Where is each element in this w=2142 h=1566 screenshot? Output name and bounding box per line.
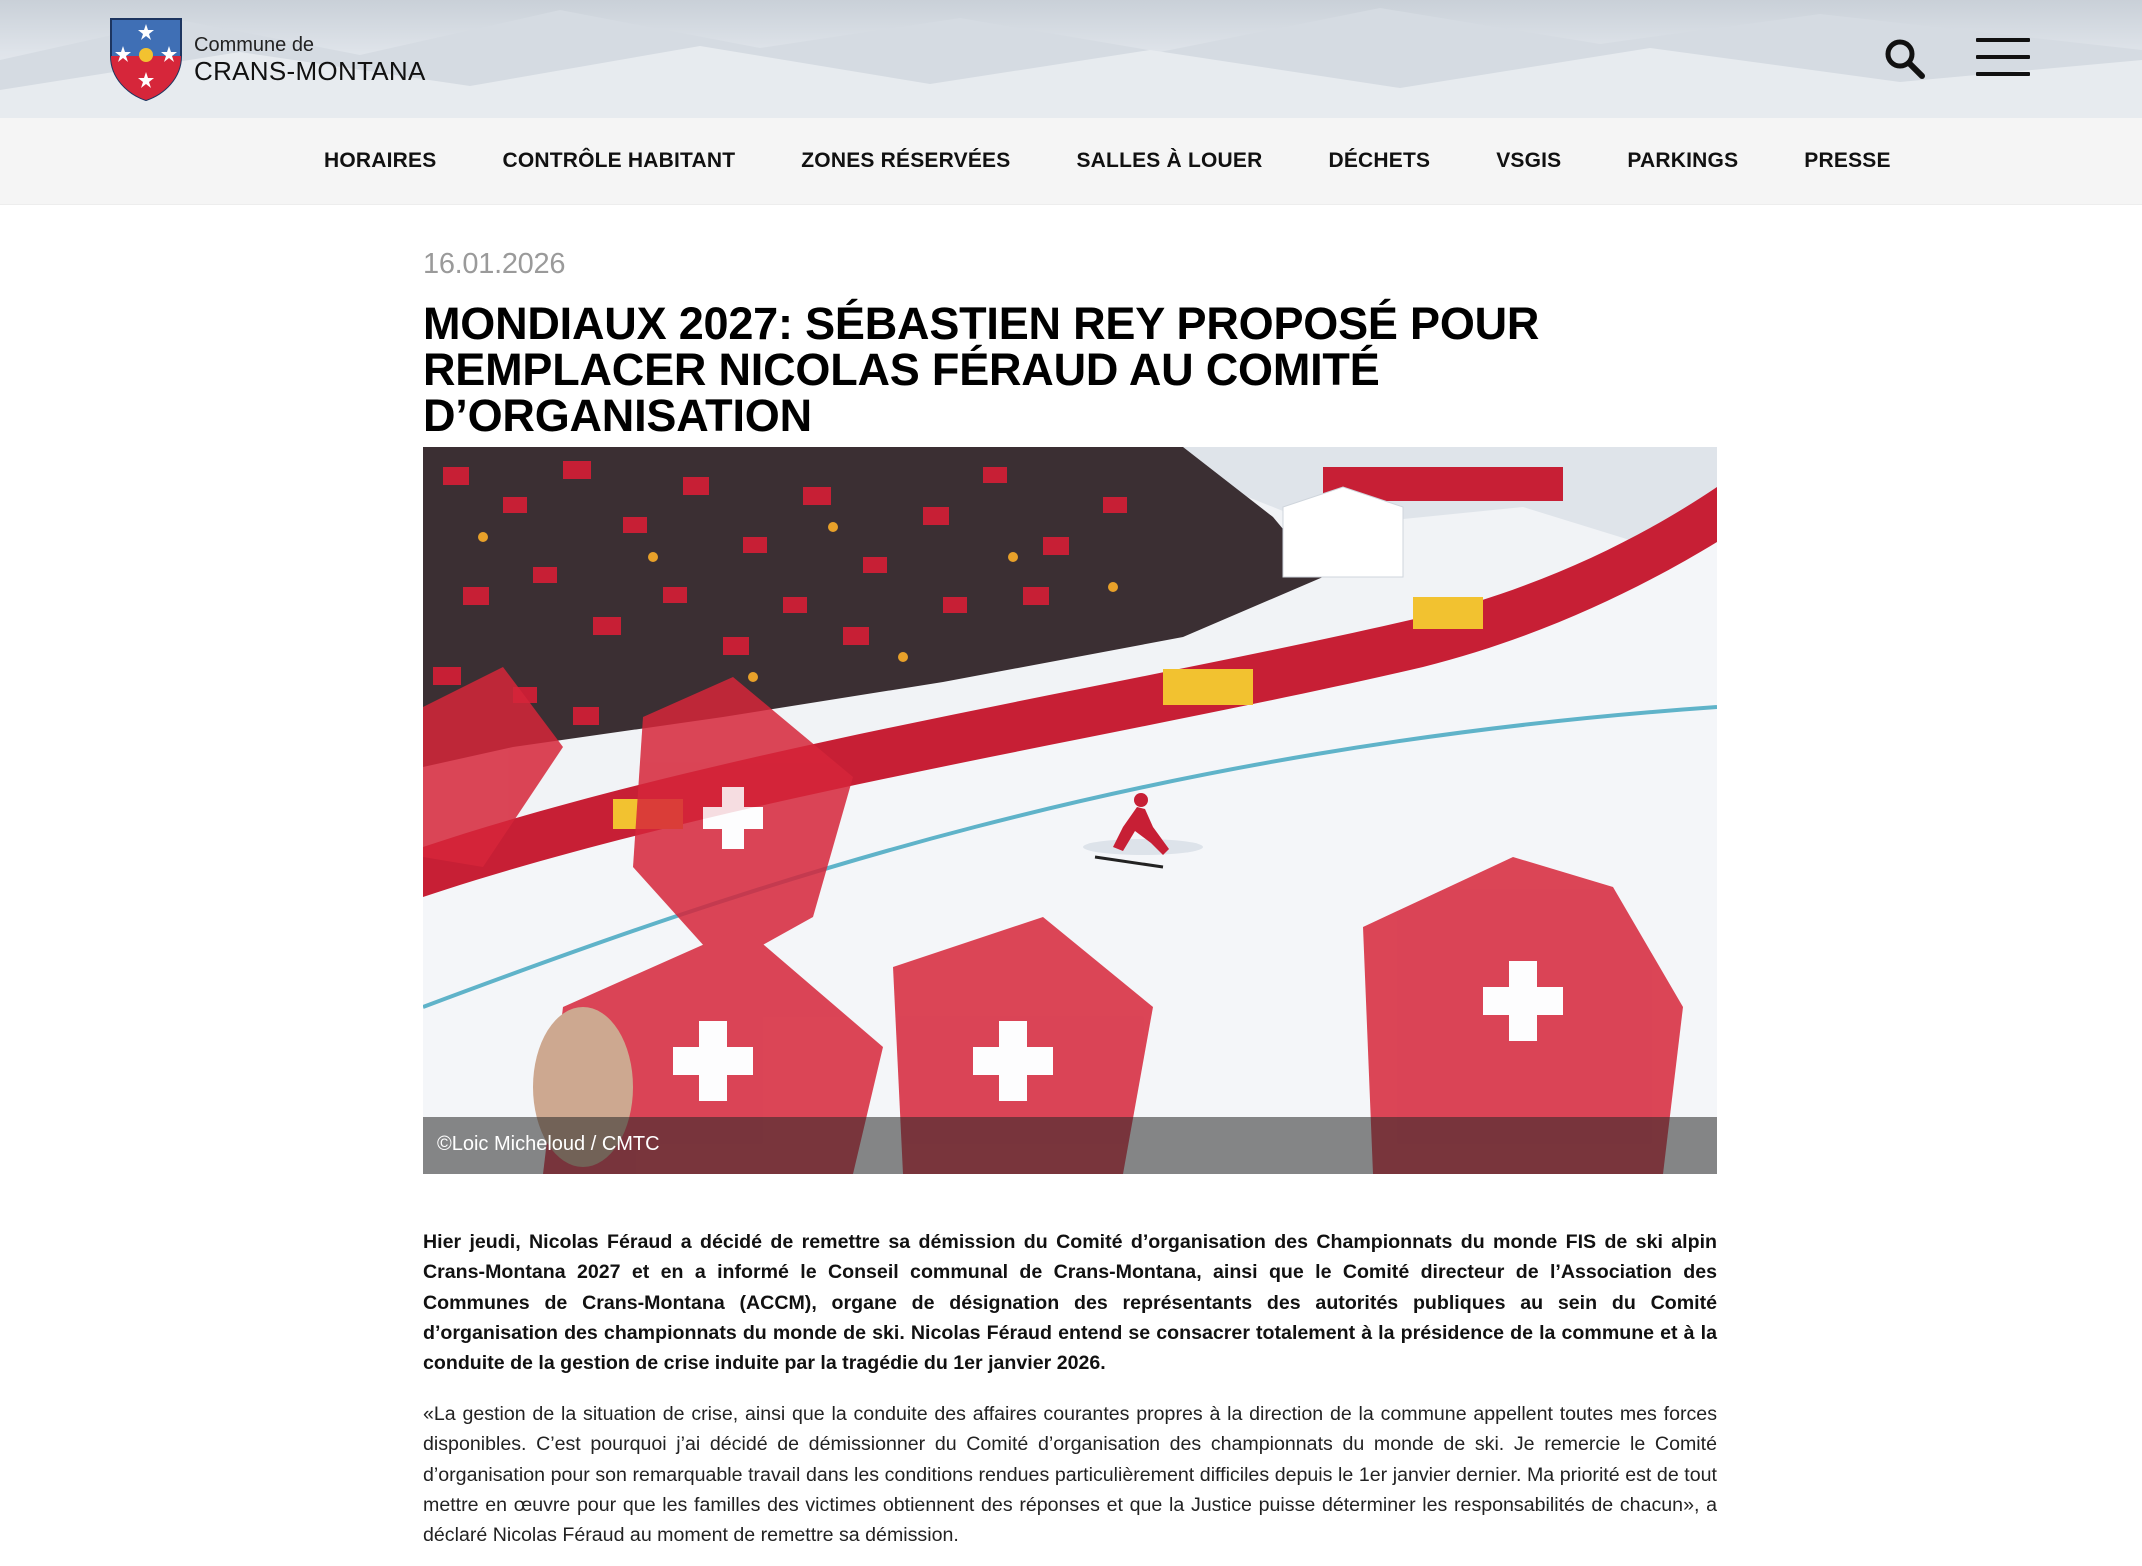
article-photo <box>423 447 1717 1174</box>
search-button[interactable] <box>1884 38 1926 80</box>
article-body-paragraph: «La gestion de la situation de crise, ainsi que la conduite des affaires courantes propres à la direction de la commune appellent toutes mes forces disponibles. C’est pourquoi j’ai décidé de démissionner du Comité d’organisation des championnats du monde de ski. Je remercie le Comité d’organisation pour son remarquable travail dans les conditions rendues particulièrement difficiles depuis le 1er janvier dernier. Ma priorité est de tout mettre en œuvre pour que les familles des victimes obtiennent des réponses et que la Justice puisse déterminer les responsabilités de chacun», a déclaré Nicolas Féraud au moment de remettre sa démission. <box>423 1403 1717 1547</box>
logo-line-commune: Commune de <box>194 33 315 56</box>
nav-list <box>324 118 1957 204</box>
article <box>423 248 1717 1547</box>
logo-text <box>194 35 426 84</box>
nav-item-vsgis[interactable]: VSGIS <box>1496 149 1562 172</box>
main-navigation <box>0 118 2142 205</box>
article-lead: Hier jeudi, Nicolas Féraud a décidé de remettre sa démission du Comité d’organisation des Championnats du monde FIS de ski alpin Crans-Montana 2027 et en a informé le Conseil communal de Crans-Montana, ainsi que le Comité directeur de l’Association des Communes de Crans-Montana (ACCM), organe de désignation des représentants des autorités publiques au sein du Comité d’organisation des championnats du monde de ski. Nicolas Féraud entend se consacrer totalement à la présidence de la commune et à la conduite de la gestion de crise induite par la tragédie du 1er janvier 2026. <box>423 1231 1717 1375</box>
hamburger-line <box>1976 55 2030 59</box>
nav-item-presse[interactable]: PRESSE <box>1804 149 1891 172</box>
hamburger-menu-button[interactable] <box>1976 38 2030 78</box>
photo-caption: ©Loic Micheloud / CMTC <box>437 1133 660 1155</box>
hamburger-line <box>1976 72 2030 76</box>
search-icon <box>1884 38 1926 80</box>
nav-item-horaires[interactable]: HORAIRES <box>324 149 437 172</box>
article-title: MONDIAUX 2027: SÉBASTIEN REY PROPOSÉ POUR REMPLACER NICOLAS FÉRAUD AU COMITÉ D’ORGANISATION <box>423 298 1540 441</box>
nav-item-zones-reservees[interactable]: ZONES RÉSERVÉES <box>801 149 1011 172</box>
article-date: 16.01.2026 <box>423 248 566 280</box>
ski-race-photo <box>423 447 1717 1174</box>
commune-logo-link[interactable] <box>108 16 426 102</box>
nav-item-salles-a-louer[interactable]: SALLES À LOUER <box>1076 149 1263 172</box>
photo-caption-bar <box>423 1117 1717 1174</box>
crans-montana-coat-of-arms-icon <box>108 16 184 102</box>
hamburger-menu-icon <box>1976 38 2030 42</box>
nav-item-controle-habitant[interactable]: CONTRÔLE HABITANT <box>502 149 736 172</box>
logo-line-name: CRANS-MONTANA <box>194 55 426 86</box>
site-header <box>0 0 2142 118</box>
nav-item-parkings[interactable]: PARKINGS <box>1627 149 1739 172</box>
nav-item-dechets[interactable]: DÉCHETS <box>1328 149 1431 172</box>
